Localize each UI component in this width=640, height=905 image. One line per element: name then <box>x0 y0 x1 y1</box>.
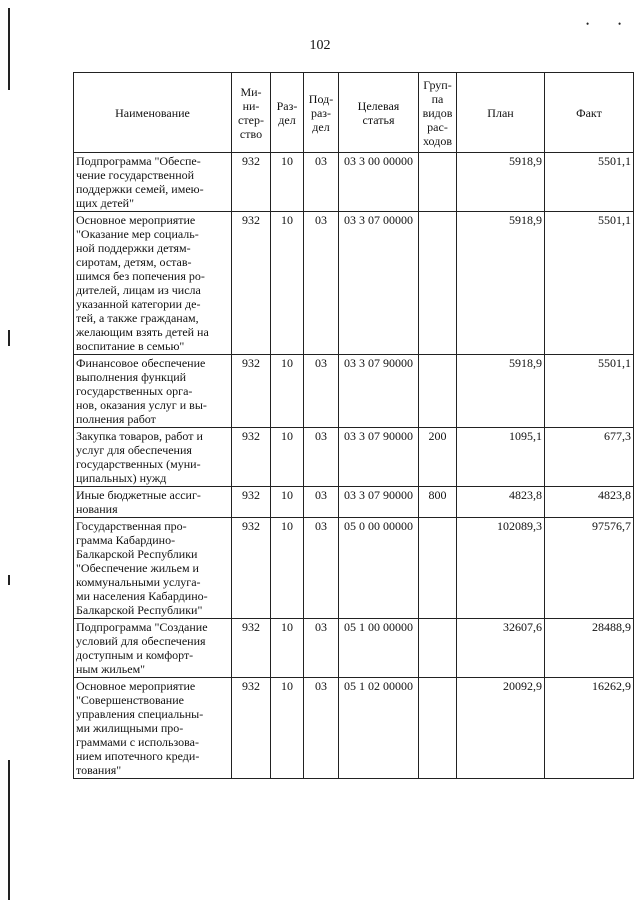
cell-group <box>419 518 457 619</box>
table-row <box>74 518 634 619</box>
header-target: Целевая статья <box>339 73 419 153</box>
header-plan: План <box>457 73 545 153</box>
cell-fact: 16262,9 <box>545 678 634 779</box>
cell-name: Государственная про- грамма Кабардино- Балкарской Республики "Обеспечение жильем и коммунальными услуга- ми населения Кабардино- Балкарской Республики" <box>74 518 232 619</box>
table-row <box>74 355 634 428</box>
cell-section: 10 <box>271 518 304 619</box>
header-section: Раз- дел <box>271 73 304 153</box>
cell-section: 10 <box>271 355 304 428</box>
cell-section: 10 <box>271 619 304 678</box>
cell-subsection: 03 <box>304 355 339 428</box>
cell-name: Подпрограмма "Обеспе- чение государственной поддержки семей, имею- щих детей" <box>74 153 232 212</box>
table-row <box>74 487 634 518</box>
header-fact: Факт <box>545 73 634 153</box>
scan-edge-line-middle <box>8 330 10 346</box>
cell-plan: 20092,9 <box>457 678 545 779</box>
table-row <box>74 428 634 487</box>
cell-section: 10 <box>271 212 304 355</box>
cell-subsection: 03 <box>304 678 339 779</box>
cell-group <box>419 355 457 428</box>
cell-group <box>419 153 457 212</box>
header-subsection: Под- раз- дел <box>304 73 339 153</box>
cell-plan: 4823,8 <box>457 487 545 518</box>
table-row <box>74 153 634 212</box>
cell-fact: 5501,1 <box>545 355 634 428</box>
cell-fact: 677,3 <box>545 428 634 487</box>
cell-plan: 1095,1 <box>457 428 545 487</box>
cell-ministry: 932 <box>232 153 271 212</box>
header-group: Груп- па видов рас- ходов <box>419 73 457 153</box>
cell-ministry: 932 <box>232 355 271 428</box>
cell-subsection: 03 <box>304 518 339 619</box>
page-number: 102 <box>309 38 331 53</box>
cell-name: Основное мероприятие "Совершенствование управления специальны- ми жилищными про- граммами с использова- нием ипотечного креди- тования" <box>74 678 232 779</box>
cell-target: 05 0 00 00000 <box>339 518 419 619</box>
cell-name: Финансовое обеспечение выполнения функций государственных орга- нов, оказания услуг и вы- полнения работ <box>74 355 232 428</box>
cell-name: Иные бюджетные ассиг- нования <box>74 487 232 518</box>
cell-target: 03 3 07 90000 <box>339 487 419 518</box>
scan-edge-line-bottom <box>8 760 10 900</box>
cell-target: 03 3 07 90000 <box>339 355 419 428</box>
cell-group <box>419 619 457 678</box>
cell-target: 05 1 02 00000 <box>339 678 419 779</box>
cell-group <box>419 212 457 355</box>
cell-ministry: 932 <box>232 487 271 518</box>
cell-target: 03 3 07 90000 <box>339 428 419 487</box>
budget-table <box>73 72 634 779</box>
cell-target: 03 3 00 00000 <box>339 153 419 212</box>
cell-fact: 4823,8 <box>545 487 634 518</box>
cell-plan: 5918,9 <box>457 153 545 212</box>
table-row <box>74 678 634 779</box>
cell-fact: 5501,1 <box>545 153 634 212</box>
cell-group: 800 <box>419 487 457 518</box>
cell-plan: 102089,3 <box>457 518 545 619</box>
cell-ministry: 932 <box>232 678 271 779</box>
table-header-row <box>74 73 634 153</box>
table-body <box>74 153 634 779</box>
cell-ministry: 932 <box>232 428 271 487</box>
scan-mark-2: • <box>618 19 622 29</box>
cell-target: 03 3 07 00000 <box>339 212 419 355</box>
cell-group: 200 <box>419 428 457 487</box>
cell-section: 10 <box>271 153 304 212</box>
header-ministry: Ми- ни- стер- ство <box>232 73 271 153</box>
cell-subsection: 03 <box>304 619 339 678</box>
cell-fact: 5501,1 <box>545 212 634 355</box>
cell-name: Основное мероприятие "Оказание мер социаль- ной поддержки детям- сиротам, детям, остав- шимся без попечения ро- дителей, лицам из числа указанной категории де- тей, а также гражданам, желающим взять детей на воспитание в семью" <box>74 212 232 355</box>
cell-subsection: 03 <box>304 212 339 355</box>
cell-name: Закупка товаров, работ и услуг для обеспечения государственных (муни- ципальных) нужд <box>74 428 232 487</box>
cell-fact: 97576,7 <box>545 518 634 619</box>
cell-subsection: 03 <box>304 153 339 212</box>
cell-section: 10 <box>271 428 304 487</box>
cell-subsection: 03 <box>304 428 339 487</box>
table-row <box>74 212 634 355</box>
cell-section: 10 <box>271 678 304 779</box>
cell-target: 05 1 00 00000 <box>339 619 419 678</box>
cell-name: Подпрограмма "Создание условий для обеспечения доступным и комфорт- ным жильем" <box>74 619 232 678</box>
cell-fact: 28488,9 <box>545 619 634 678</box>
cell-ministry: 932 <box>232 212 271 355</box>
cell-subsection: 03 <box>304 487 339 518</box>
cell-ministry: 932 <box>232 619 271 678</box>
scan-edge-line-low <box>8 575 10 585</box>
cell-group <box>419 678 457 779</box>
header-name: Наименование <box>74 73 232 153</box>
scan-mark-1: • <box>586 19 590 29</box>
cell-plan: 5918,9 <box>457 355 545 428</box>
table-row <box>74 619 634 678</box>
cell-plan: 32607,6 <box>457 619 545 678</box>
cell-section: 10 <box>271 487 304 518</box>
cell-plan: 5918,9 <box>457 212 545 355</box>
cell-ministry: 932 <box>232 518 271 619</box>
